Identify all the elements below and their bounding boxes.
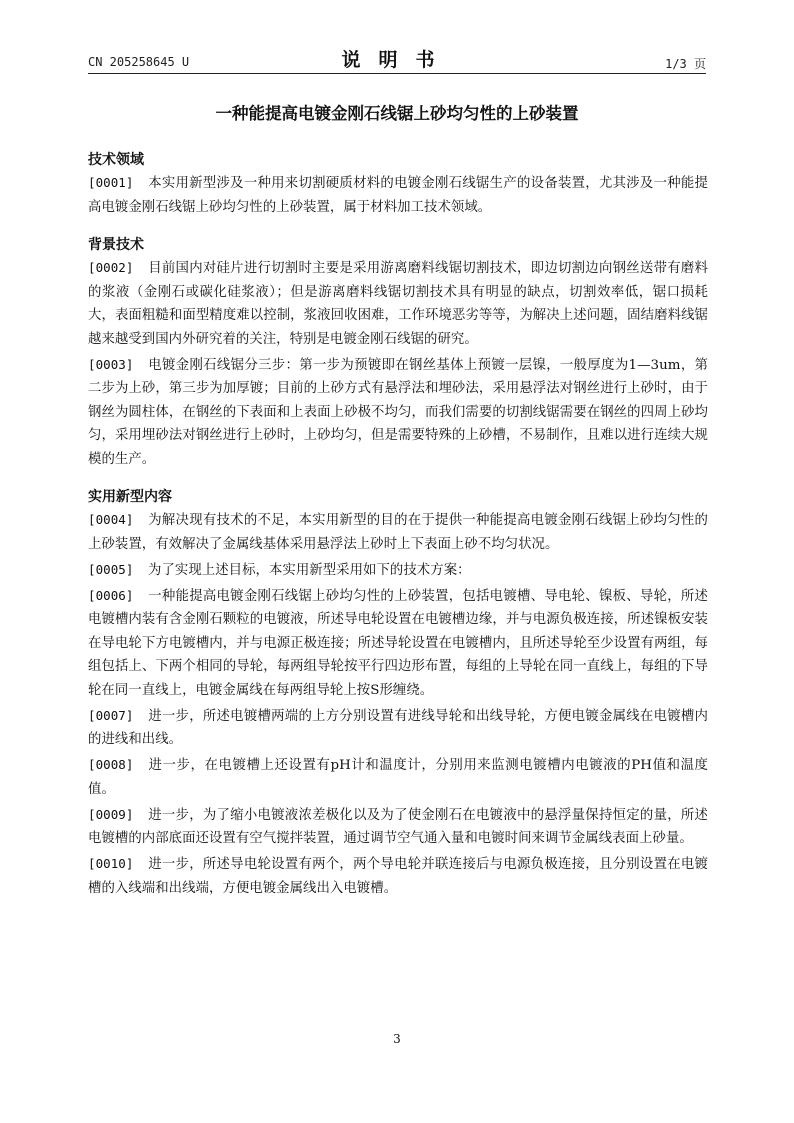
paragraph-text: 目前国内对硅片进行切割时主要是采用游离磨料线锯切割技术，即边切割边向钢丝送带有磨料的浆液（金刚石或碳化硅浆液）；但是游离磨料线锯切割技术具有明显的缺点，切割效率低，锯口损耗大，表面粗糙和面型精度难以控制，浆液回收困难，工作环境恶劣等等，为解决上述问题，固结磨料线锯越来越受到国内外研究着的关注，特别是电镀金刚石线锯的研究。 [88,261,708,347]
paragraph-text: 一种能提高电镀金刚石线锯上砂均匀性的上砂装置，包括电镀槽、导电轮、镍板、导轮，所述电镀槽内装有含金刚石颗粒的电镀液，所述导电轮设置在电镀槽边缘，并与电源负极连接，所述镍板安装在导电轮下方电镀槽内，并与电源正极连接；所述导轮设置在电镀槽内，且所述导轮至少设置有两组，每组包括上、下两个相同的导轮，每两组导轮按平行四边形布置，每组的上导轮在同一直线上，每组的下导轮在同一直线上，电镀金属线在每两组导轮上按S形缠绕。 [88,588,708,698]
paragraph [88,584,708,703]
section-background [88,235,708,471]
paragraph-number: [0007] [88,707,134,723]
paragraph [88,558,708,583]
page-number: 3 [393,1032,401,1046]
paragraph-number: [0003] [88,356,134,372]
patent-number: CN 205258645 U [88,55,190,69]
page-indicator: 1/3 页 [665,57,706,71]
paragraph-text: 进一步，所述电镀槽两端的上方分别设置有进线导轮和出线导轮，方便电镀金属线在电镀槽内的进线和出线。 [88,708,708,747]
section-utility-content [88,487,708,900]
paragraph-text: 本实用新型涉及一种用来切割硬质材料的电镀金刚石线锯生产的设备装置，尤其涉及一种能提高电镀金刚石线锯上砂均匀性的上砂装置，属于材料加工技术领域。 [88,176,708,215]
section-technical-field [88,150,708,219]
paragraph-number: [0001] [88,175,134,190]
page-header [88,45,706,75]
paragraph-number: [0008] [88,757,134,772]
paragraph-number: [0002] [88,260,134,275]
paragraph [88,353,708,472]
document-title: 一种能提高电镀金刚石线锯上砂均匀性的上砂装置 [215,104,579,123]
section-heading: 技术领域 [88,152,144,168]
document-type: 说明书 [341,49,453,71]
paragraph [88,171,708,219]
header-divider [88,73,706,74]
paragraph-number: [0004] [88,512,134,527]
paragraph [88,256,708,351]
document-body [88,150,708,916]
paragraph-number: [0009] [88,806,134,822]
paragraph [88,852,708,900]
paragraph-text: 为了实现上述目标，本实用新型采用如下的技术方案： [148,562,471,578]
paragraph-text: 进一步，在电镀槽上还设置有pH计和温度计，分别用来监测电镀槽内电镀液的PH值和温度值。 [88,758,708,797]
paragraph-number: [0005] [88,561,134,577]
paragraph [88,704,708,752]
paragraph [88,803,708,851]
paragraph-text: 进一步，为了缩小电镀液浓差极化以及为了使金刚石在电镀液中的悬浮量保持恒定的量，所述电镀槽的内部底面还设置有空气搅拌装置，通过调节空气通入量和电镀时间来调节金属线表面上砂量。 [88,807,708,846]
paragraph-text: 为解决现有技术的不足，本实用新型的目的在于提供一种能提高电镀金刚石线锯上砂均匀性的上砂装置，有效解决了金属线基体采用悬浮法上砂时上下表面上砂不均匀状况。 [88,513,708,552]
paragraph [88,508,708,556]
paragraph-number: [0010] [88,856,134,871]
paragraph-number: [0006] [88,587,134,603]
section-heading: 背景技术 [88,237,144,253]
paragraph [88,753,708,801]
paragraph-text: 进一步，所述导电轮设置有两个，两个导电轮并联连接后与电源负极连接，且分别设置在电镀槽的入线端和出线端，方便电镀金属线出入电镀槽。 [88,857,708,896]
section-heading: 实用新型内容 [88,489,172,505]
paragraph-text: 电镀金刚石线锯分三步：第一步为预镀即在钢丝基体上预镀一层镍，一般厚度为1—3um，第二步为上砂，第三步为加厚镀；目前的上砂方式有悬浮法和埋砂法，采用悬浮法对钢丝进行上砂时，由于钢丝为圆柱体，在钢丝的下表面和上表面上砂极不均匀，而我们需要的切割线锯需要在钢丝的四周上砂均匀，采用埋砂法对钢丝进行上砂时，上砂均匀，但是需要特殊的上砂槽，不易制作，且难以进行连续大规模的生产。 [88,357,708,467]
